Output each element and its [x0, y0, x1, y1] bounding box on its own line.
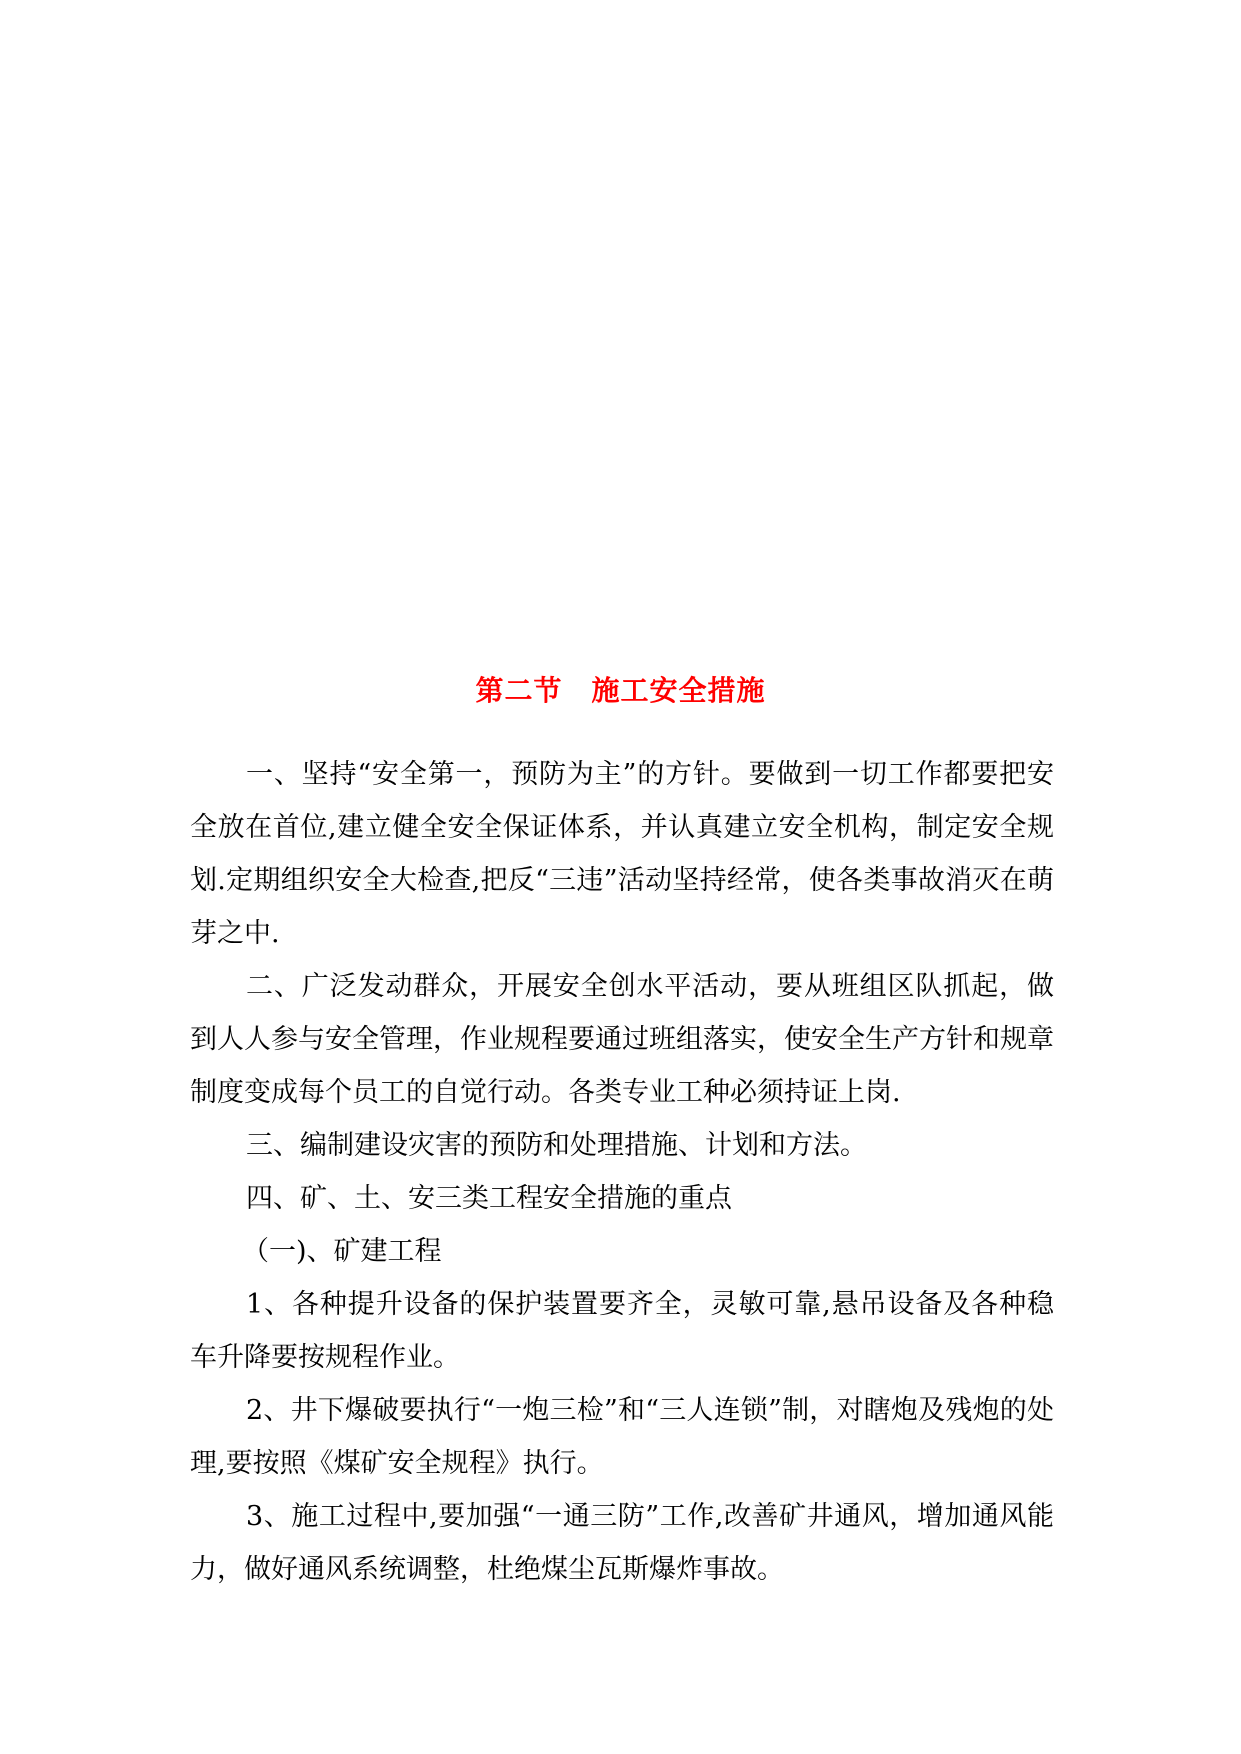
paragraph-3: 三、编制建设灾害的预防和处理措施、计划和方法。 — [246, 1130, 867, 1161]
list-item-2: 2、井下爆破要执行“一炮三检”和“三人连锁”制，对瞎炮及残炮的处理,要按照《煤矿安全规程》执行。 — [190, 1395, 1054, 1479]
subheading-mine-construction: （一)、矿建工程 — [242, 1236, 442, 1267]
list-item-1: 1、各种提升设备的保护装置要齐全，灵敏可靠,悬吊设备及各种稳车升降要按规程作业。 — [190, 1289, 1054, 1373]
paragraph-2: 二、广泛发动群众，开展安全创水平活动，要从班组区队抓起，做到人人参与安全管理，作业规程要通过班组落实，使安全生产方针和规章制度变成每个员工的自觉行动。各类专业工种必须持证上岗. — [190, 971, 1054, 1108]
list-item-3: 3、施工过程中,要加强“一通三防”工作,改善矿井通风，增加通风能力，做好通风系统调整，杜绝煤尘瓦斯爆炸事故。 — [190, 1501, 1054, 1585]
document-body — [190, 748, 1054, 1596]
section-title: 第二节 施工安全措施 — [475, 674, 766, 707]
paragraph-4: 四、矿、土、安三类工程安全措施的重点 — [246, 1183, 732, 1214]
paragraph-1: 一、坚持“安全第一，预防为主”的方针。要做到一切工作都要把安全放在首位,建立健全安全保证体系，并认真建立安全机构，制定安全规划.定期组织安全大检查,把反“三违”活动坚持经常，使各类事故消灭在萌芽之中. — [190, 759, 1054, 949]
